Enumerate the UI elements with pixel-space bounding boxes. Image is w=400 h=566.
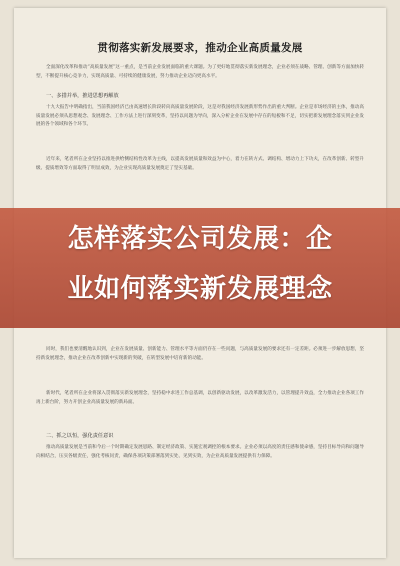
section-1-heading: 一、多措并举，推进思想再解放: [46, 93, 119, 99]
section-1-paragraph-4: 新时代，笔者所在企业将深入贯彻落实新发展理念，坚持稳中求进工作总基调，以创新驱动发展，以改革激发活力，以管理提升效益，全力推动企业各项工作再上新台阶，努力开创企业高质量发展的新局面。: [36, 391, 364, 405]
section-1-paragraph-1: 十九大报告中明确指出，当前我国经济已由高速增长阶段转向高质量发展阶段，这是对我国经济发展新形势作出的重大判断。企业是市场经济的主体，推动高质量发展必须从思想观念、发展理念、工作方法上进行深刻变革，坚持以问题为导向，深入分析企业在发展中存在的短板和不足，切实把新发展理念落实到企业发展的各个领域和各个环节。: [36, 105, 364, 128]
section-2-paragraph: 推动高质量发展是当前和今后一个时期确定发展思路、制定经济政策、实施宏观调控的根本要求。企业必须以高度的责任感和使命感，坚持目标导向和问题导向相结合，压实各级责任，强化考核问责，确保各项决策部署落到实处、见到实效，为企业高质量发展提供有力保障。: [36, 445, 364, 459]
document-title: 贯彻落实新发展要求，推动企业高质量发展: [97, 42, 303, 54]
headline-banner-text: [0, 214, 400, 314]
banner-line-1: 怎样落实公司发展：企: [67, 224, 333, 254]
banner-line-2: 业如何落实新发展理念: [67, 274, 333, 304]
section-1-paragraph-2: 近年来，笔者所在企业坚持以推进供给侧结构性改革为主线，以提高发展质量和效益为中心，着力在转方式、调结构、增动力上下功夫，在改革创新、转型升级、提质增效等方面取得了明显成效，为企业实现高质量发展奠定了坚实基础。: [36, 157, 364, 171]
section-2-heading: 二、抓之以恒，强化责任意识: [46, 433, 114, 439]
intro-paragraph: 全面深化改革和推动“高质量发展”这一重点，是当前企业发展面临的重大课题。为了更好地贯彻落实新发展理念，企业必须在战略、管理、创新等方面加快转型，不断提升核心竞争力，实现高质量、可持续的健康发展，努力推动企业迈向更高水平。: [36, 65, 364, 79]
section-1-paragraph-3: 同时，我们也要清醒地认识到，企业在发展质量、创新能力、管理水平等方面仍存在一些问题，与高质量发展的要求还有一定差距。必须进一步解放思想，坚持新发展理念，推动企业在改革创新中实现新的突破，在转型发展中培育新的动能。: [36, 347, 364, 361]
